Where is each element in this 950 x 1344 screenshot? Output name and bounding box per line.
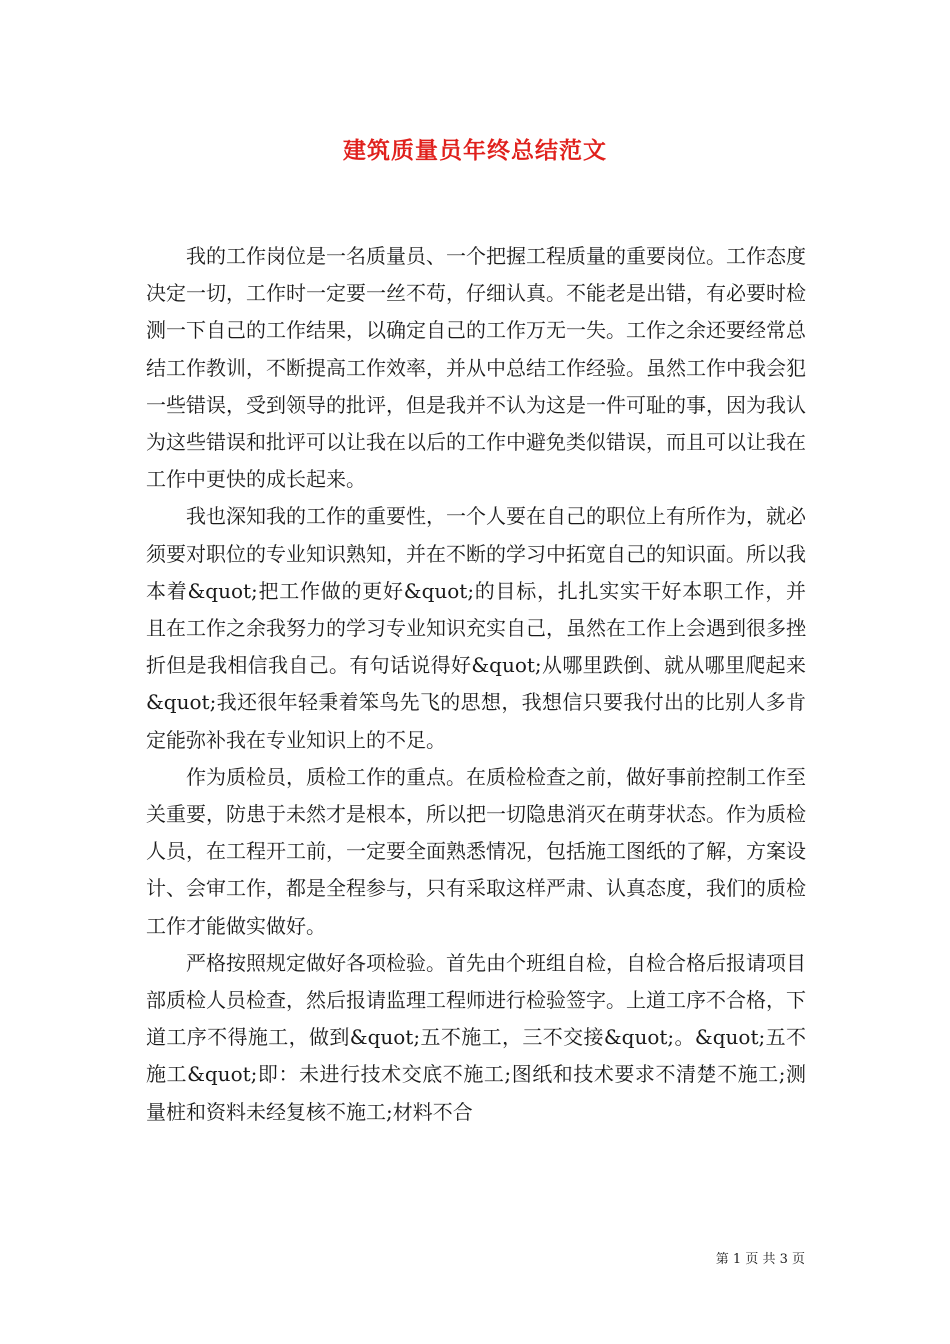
document-title: 建筑质量员年终总结范文 xyxy=(343,137,607,164)
document-body xyxy=(146,238,806,1131)
paragraph-3: 作为质检员，质检工作的重点。在质检检查之前，做好事前控制工作至关重要，防患于未然才是根本，所以把一切隐患消灭在萌芽状态。作为质检人员，在工程开工前，一定要全面熟悉情况，包括施工图纸的了解，方案设计、会审工作，都是全程参与，只有采取这样严肃、认真态度，我们的质检工作才能做实做好。 xyxy=(146,764,806,938)
paragraph-2: 我也深知我的工作的重要性，一个人要在自己的职位上有所作为，就必须要对职位的专业知识熟知，并在不断的学习中拓宽自己的知识面。所以我本着&quot;把工作做的更好&quot;的目标，扎扎实实干好本职工作，并且在工作之余我努力的学习专业知识充实自己，虽然在工作上会遇到很多挫折但是我相信我自己。有句话说得好&quot;从哪里跌倒、就从哪里爬起来&quot;我还很年轻秉着笨鸟先飞的思想，我想信只要我付出的比别人多肯定能弥补我在专业知识上的不足。 xyxy=(146,504,806,752)
paragraph-1: 我的工作岗位是一名质量员、一个把握工程质量的重要岗位。工作态度决定一切，工作时一定要一丝不苟，仔细认真。不能老是出错，有必要时检测一下自己的工作结果，以确定自己的工作万无一失。工作之余还要经常总结工作教训，不断提高工作效率，并从中总结工作经验。虽然工作中我会犯一些错误，受到领导的批评，但是我并不认为这是一件可耻的事，因为我认为这些错误和批评可以让我在以后的工作中避免类似错误，而且可以让我在工作中更快的成长起来。 xyxy=(146,244,806,492)
page-number-footer: 第 1 页 共 3 页 xyxy=(715,1252,805,1267)
paragraph-4: 严格按照规定做好各项检验。首先由个班组自检，自检合格后报请项目部质检人员检查，然后报请监理工程师进行检验签字。上道工序不合格，下道工序不得施工，做到&quot;五不施工，三不交接&quot;。&quot;五不施工&quot;即：未进行技术交底不施工;图纸和技术要求不清楚不施工;测量桩和资料未经复核不施工;材料不合 xyxy=(146,950,806,1124)
